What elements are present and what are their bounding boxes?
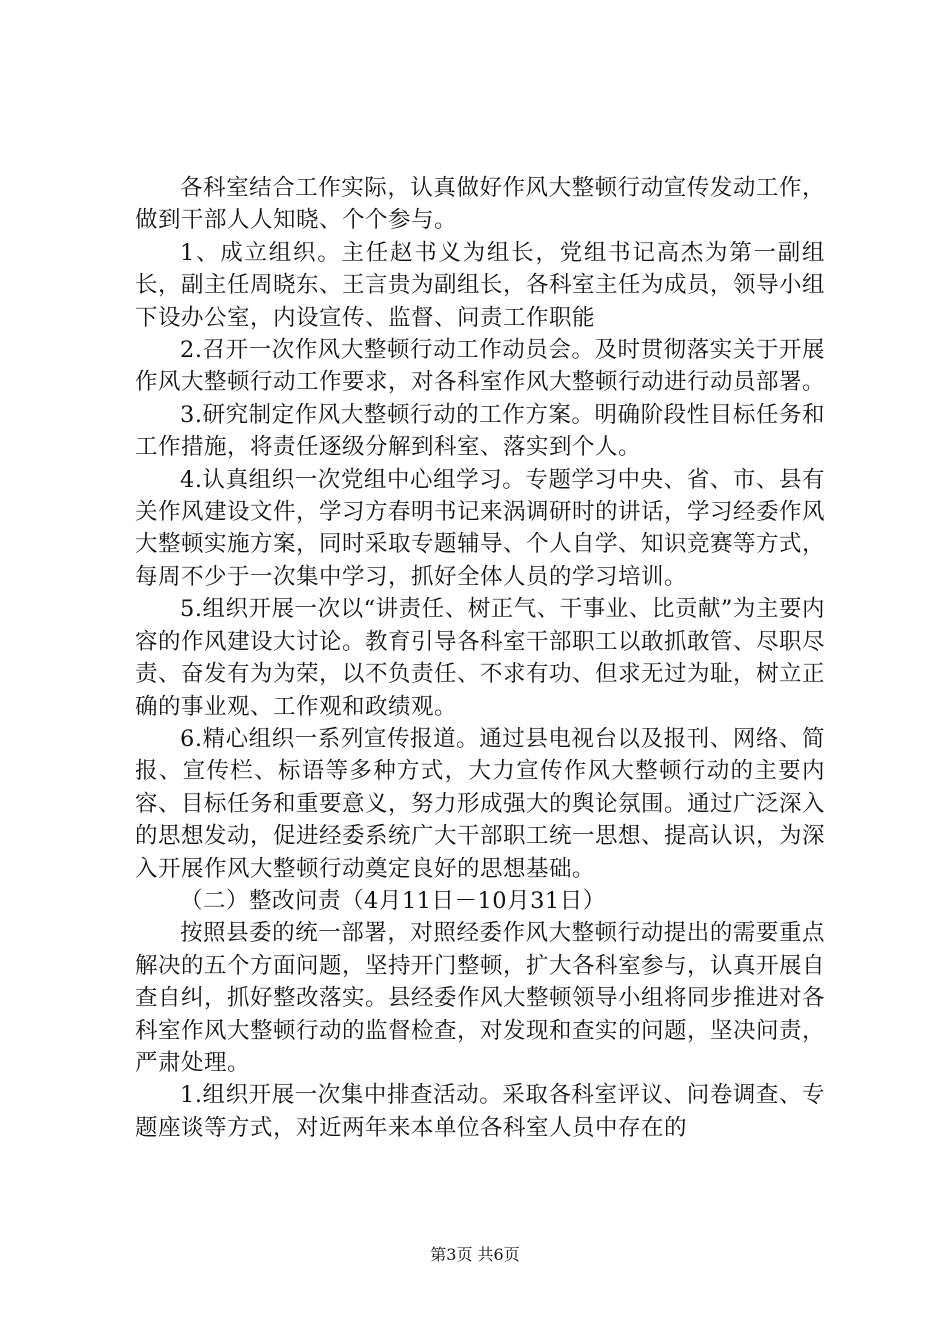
section-heading: （二）整改问责（4月11日－10月31日） — [180, 887, 606, 914]
paragraph-rectification-item-1: 1.组织开展一次集中排查活动。采取各科室评议、问卷调查、专题座谈等方式，对近两年来本单位各科室人员中存在的 — [135, 1082, 825, 1141]
paragraph-item-5: 5.组织开展一次以“讲责任、树正气、干事业、比贡献”为主要内容的作风建设大讨论。教育引导各科室干部职工以敢抓敢管、尽职尽责、奋发有为为荣，以不负责任、不求有功、但求无过为耻，树立正确的事业观、工作观和政绩观。 — [135, 596, 826, 720]
page-footer — [0, 1245, 950, 1265]
page-number-label: 第3页 共6页 — [430, 1245, 520, 1264]
paragraph-item-1: 1、成立组织。主任赵书义为组长，党组书记高杰为第一副组长，副主任周晓东、王言贵为副组长，各科室主任为成员，领导小组下设办公室，内设宣传、监督、问责工作职能 — [135, 239, 826, 331]
paragraph-rectification-intro: 按照县委的统一部署，对照经委作风大整顿行动提出的需要重点解决的五个方面问题，坚持开门整顿，扩大各科室参与，认真开展自查自纠，抓好整改落实。县经委作风大整顿领导小组将同步推进对各科室作风大整顿行动的监督检查，对发现和查实的问题，坚决问责，严肃处理。 — [135, 920, 826, 1076]
paragraph-item-3: 3.研究制定作风大整顿行动的工作方案。明确阶段性目标任务和工作措施，将责任逐级分解到科室、落实到个人。 — [135, 401, 825, 461]
paragraph-item-6: 6.精心组织一系列宣传报道。通过县电视台以及报刊、网络、简报、宣传栏、标语等多种方式，大力宣传作风大整顿行动的主要内容、目标任务和重要意义，努力形成强大的舆论氛围。通过广泛深入的思想发动，促进经委系统广大干部职工统一思想、提高认识，为深入开展作风大整顿行动奠定良好的思想基础。 — [135, 725, 826, 882]
paragraph-item-4: 4.认真组织一次党组中心组学习。专题学习中央、省、市、县有关作风建设文件，学习方春明书记来涡调研时的讲话，学习经委作风大整顿实施方案，同时采取专题辅导、个人自学、知识竞赛等方式，每周不少于一次集中学习，抓好全体人员的学习培训。 — [135, 466, 826, 590]
paragraph-intro: 各科室结合工作实际，认真做好作风大整顿行动宣传发动工作，做到干部人人知晓、个个参与。 — [135, 175, 825, 234]
paragraph-item-2: 2.召开一次作风大整顿行动工作动员会。及时贯彻落实关于开展作风大整顿行动工作要求，对各科室作风大整顿行动进行动员部署。 — [135, 337, 826, 396]
document-body — [135, 172, 825, 1144]
